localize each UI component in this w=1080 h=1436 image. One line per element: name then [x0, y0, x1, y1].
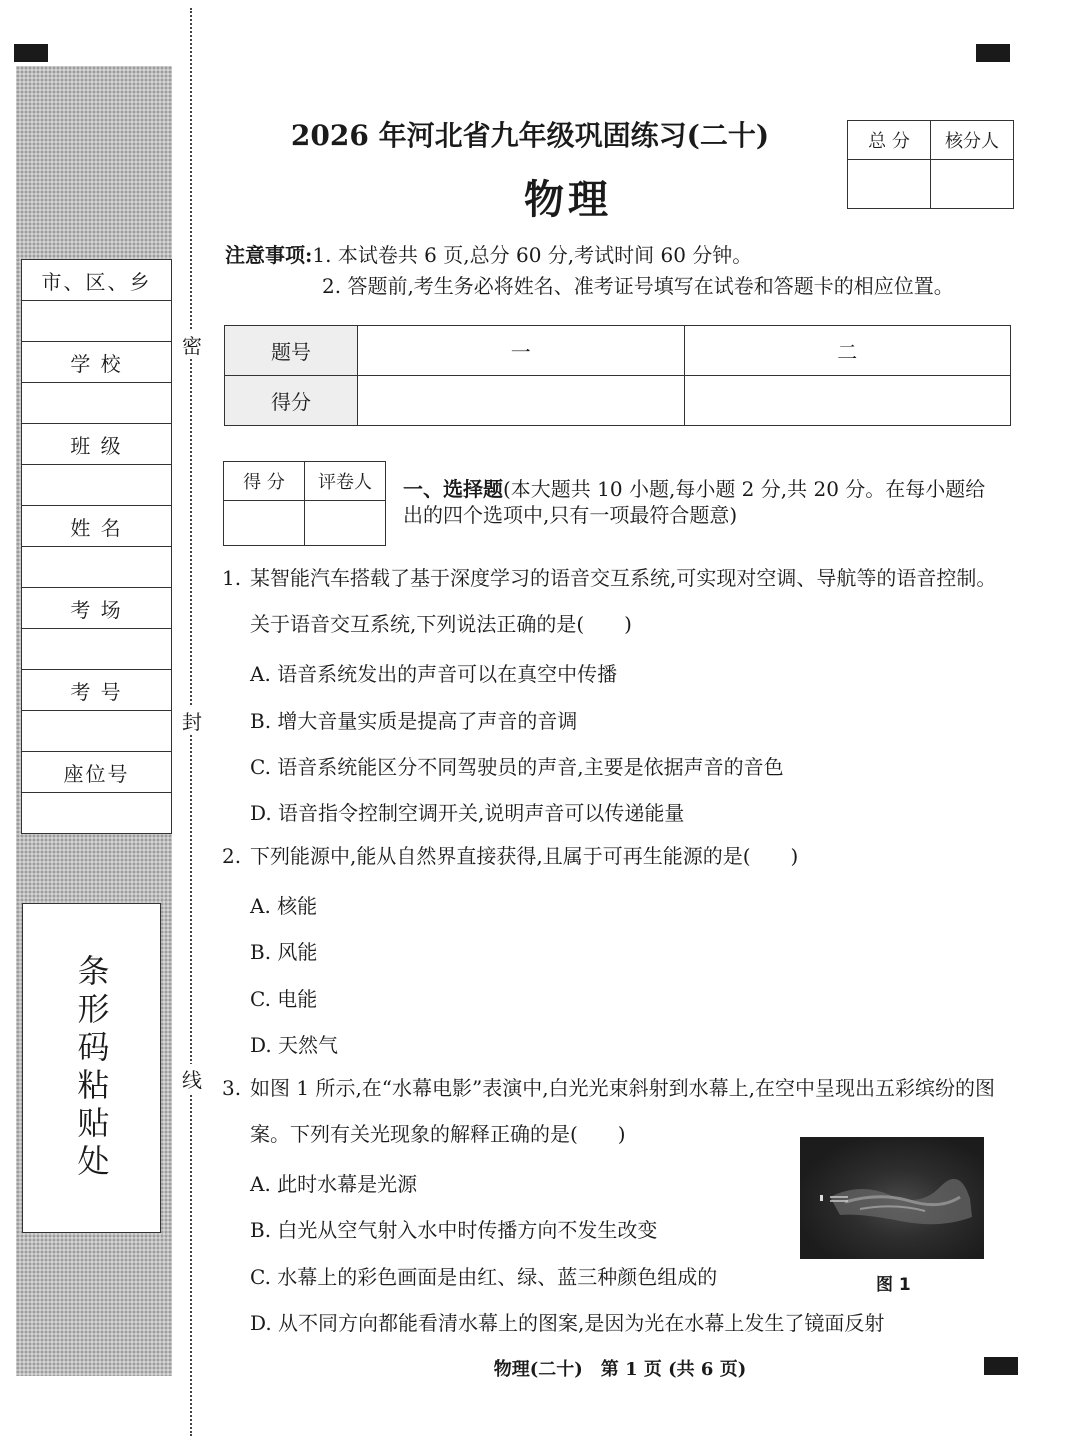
exam-title: 2026 年河北省九年级巩固练习(二十) [290, 119, 770, 152]
figure-1-caption: 图 1 [876, 1275, 911, 1295]
field-input-class[interactable] [22, 465, 172, 506]
seal-char-feng: 封 [181, 706, 203, 735]
field-label-seat: 座位号 [22, 752, 172, 793]
question-1-option-a: A. 语音系统发出的声音可以在真空中传播 [250, 662, 618, 686]
question-2-option-d: D. 天然气 [250, 1033, 339, 1057]
field-input-exam-number[interactable] [22, 711, 172, 752]
registration-mark-top-right [976, 44, 1010, 62]
question-3-option-b: B. 白光从空气射入水中时传播方向不发生改变 [250, 1218, 658, 1242]
registration-mark-bottom-right [984, 1357, 1018, 1375]
registration-mark-top-left [14, 44, 48, 62]
barcode-area [22, 903, 161, 1233]
grade-header-part-1: 一 [358, 326, 685, 376]
question-2-option-c: C. 电能 [250, 987, 318, 1011]
field-label-exam-room: 考 场 [22, 588, 172, 629]
barcode-label: 条形码粘贴处 [72, 954, 111, 1182]
notice-label: 注意事项: [225, 243, 313, 267]
grade-header-question-no: 题号 [225, 326, 358, 376]
field-label-class: 班 级 [22, 424, 172, 465]
field-input-exam-room[interactable] [22, 629, 172, 670]
total-score-box [847, 120, 1014, 209]
notice-line-2: 2. 答题前,考生务必将姓名、准考证号填写在试卷和答题卡的相应位置。 [322, 274, 954, 298]
field-label-name: 姓 名 [22, 506, 172, 547]
section-description: (本大题共 10 小题,每小题 2 分,共 20 分。在每小题给出的四个选项中,只有一项最符合题意) [403, 477, 986, 527]
total-score-cell[interactable] [848, 160, 931, 209]
grade-table [224, 325, 1011, 426]
figure-1-image [800, 1137, 984, 1259]
notice-block [225, 240, 954, 302]
section-title: 一、选择题 [403, 477, 503, 501]
field-label-district: 市、区、乡 [22, 260, 172, 301]
field-input-district[interactable] [22, 301, 172, 342]
field-input-name[interactable] [22, 547, 172, 588]
grade-score-part-1[interactable] [358, 376, 685, 426]
grade-score-part-2[interactable] [684, 376, 1011, 426]
question-1-number: 1. [222, 566, 242, 590]
question-1-option-c: C. 语音系统能区分不同驾驶员的声音,主要是依据声音的音色 [250, 755, 784, 779]
seal-char-xian: 线 [181, 1064, 203, 1093]
checker-cell[interactable] [931, 160, 1014, 209]
question-3-option-c: C. 水幕上的彩色画面是由红、绿、蓝三种颜色组成的 [250, 1265, 718, 1289]
grade-row-score-label: 得分 [225, 376, 358, 426]
section-grader-cell[interactable] [305, 501, 386, 546]
grade-header-part-2: 二 [684, 326, 1011, 376]
field-label-exam-number: 考 号 [22, 670, 172, 711]
question-3-option-a: A. 此时水幕是光源 [250, 1172, 418, 1196]
question-1-option-b: B. 增大音量实质是提高了声音的音调 [250, 709, 578, 733]
question-3-stem: 如图 1 所示,在“水幕电影”表演中,白光光束斜射到水幕上,在空中呈现出五彩缤纷的图案。下列有关光现象的解释正确的是( ) [250, 1076, 995, 1146]
field-input-seat[interactable] [22, 793, 172, 834]
seal-char-mi: 密 [181, 330, 203, 359]
section-score-cell[interactable] [224, 501, 305, 546]
field-input-school[interactable] [22, 383, 172, 424]
section-score-label: 得 分 [224, 462, 305, 501]
question-3-option-d: D. 从不同方向都能看清水幕上的图案,是因为光在水幕上发生了镜面反射 [250, 1311, 885, 1335]
question-2-number: 2. [222, 844, 242, 868]
field-label-school: 学 校 [22, 342, 172, 383]
question-2-option-a: A. 核能 [250, 894, 318, 918]
notice-line-1: 1. 本试卷共 6 页,总分 60 分,考试时间 60 分钟。 [312, 243, 753, 267]
question-1-option-d: D. 语音指令控制空调开关,说明声音可以传递能量 [250, 801, 685, 825]
question-1-stem: 某智能汽车搭载了基于深度学习的语音交互系统,可实现对空调、导航等的语音控制。关于语音交互系统,下列说法正确的是( ) [250, 566, 997, 636]
page-footer: 物理(二十) 第 1 页 (共 6 页) [493, 1359, 747, 1380]
subject-title: 物理 [524, 176, 612, 223]
question-3-number: 3. [222, 1076, 242, 1100]
total-score-label: 总 分 [848, 121, 931, 160]
section-grader-label: 评卷人 [305, 462, 386, 501]
section-score-box [223, 461, 386, 546]
section-heading [403, 476, 1003, 528]
water-screen-photo [800, 1137, 984, 1259]
question-2-stem: 下列能源中,能从自然界直接获得,且属于可再生能源的是( ) [250, 844, 799, 868]
checker-label: 核分人 [931, 121, 1014, 160]
student-info-form [21, 259, 172, 834]
question-2-option-b: B. 风能 [250, 940, 318, 964]
